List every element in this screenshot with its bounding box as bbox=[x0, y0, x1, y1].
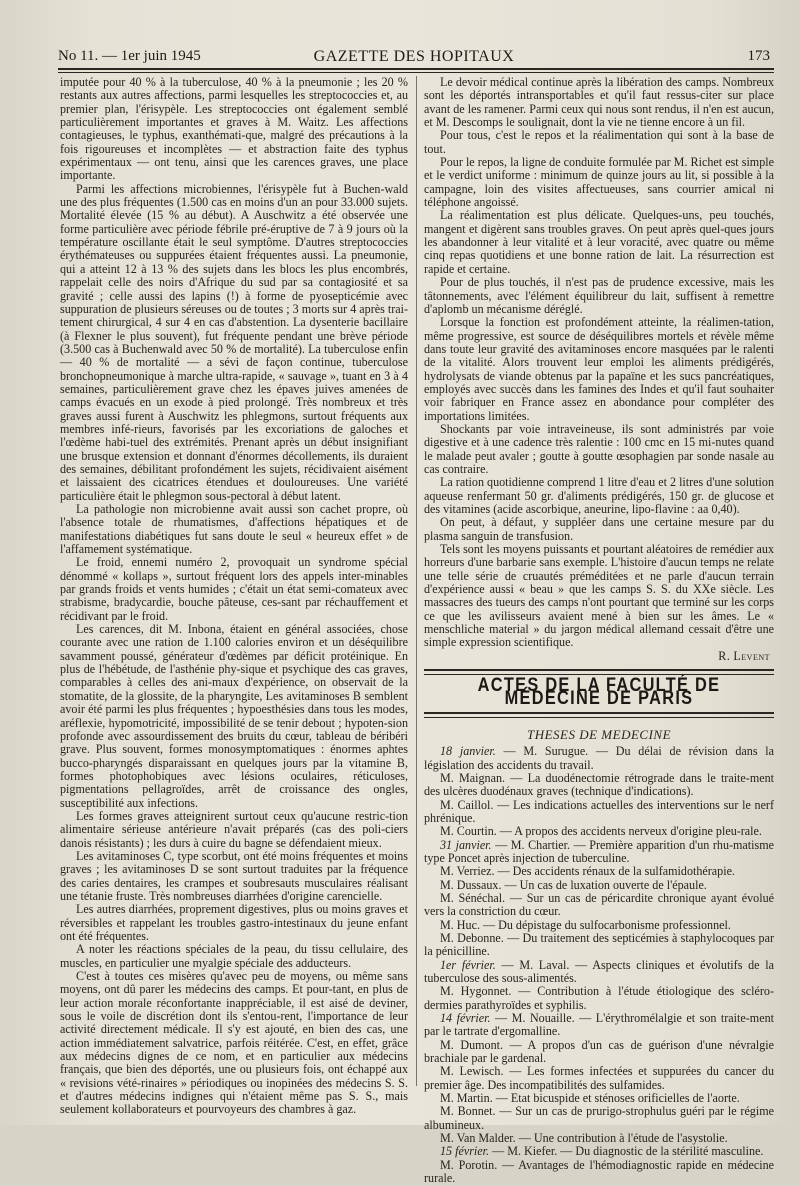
author-signature bbox=[424, 650, 774, 663]
paragraph: La ration quotidienne comprend 1 litre d'eau et 2 litres d'une solution aqueuse renfermant 50 gr. d'aliments prédigérés, 150 gr. de glucose et des vitamines (acide ascorbique, aneurine, lipo-flavine : aa 0,40). bbox=[424, 475, 774, 516]
thesis-text: M. Debonne. — Du traitement des septicémies à staphylocoques par la pénicilline. bbox=[424, 930, 774, 959]
page-header bbox=[58, 44, 770, 70]
signature-name: Levent bbox=[733, 648, 770, 663]
thesis-text: — M. Chartier. — Première apparition d'un rhu-matisme type Poncet après injection de tuberculine. bbox=[424, 837, 774, 865]
journal-title: GAZETTE DES HOPITAUX bbox=[313, 48, 515, 65]
paragraph: Le devoir médical continue après la libération des camps. Nombreux sont les déportés intransportables et qu'il faut ressus-citer sur place avant de les ramener. Parmi ceux qui nous sont rendus, il n'en est aucun, et M. Descomps le soulignait, dont la vie ne tienne encore à un fil. bbox=[424, 75, 774, 130]
thesis-entry bbox=[424, 1092, 774, 1105]
header-rule-thin bbox=[58, 72, 774, 73]
thesis-text: — M. Kiefer. — Du diagnostic de la stérilité masculine. bbox=[492, 1144, 764, 1159]
theses-list bbox=[424, 745, 774, 1185]
thesis-entry bbox=[424, 959, 774, 986]
thesis-entry bbox=[424, 825, 774, 838]
thesis-entry bbox=[424, 1105, 774, 1132]
thesis-date: 18 janvier. bbox=[440, 744, 496, 759]
paragraph: Pour tous, c'est le repos et la réalimentation qui sont à la base de tout. bbox=[424, 128, 774, 156]
thesis-entry bbox=[424, 1145, 774, 1158]
thesis-entry bbox=[424, 892, 774, 919]
thesis-text: M. Porotin. — Avantages de l'hémodiagnostic rapide en médecine rurale. bbox=[424, 1157, 774, 1186]
thesis-text: M. Verriez. — Des accidents rénaux de la sulfamidothérapie. bbox=[440, 864, 735, 879]
thesis-text: M. Van Malder. — Une contribution à l'étude de l'asystolie. bbox=[440, 1131, 728, 1146]
thesis-date: 14 février. bbox=[440, 1011, 491, 1026]
thesis-entry bbox=[424, 932, 774, 959]
paragraph: A noter les réactions spéciales de la peau, du tissu cellulaire, des muscles, en particulier une myalgie spéciale des adducteurs. bbox=[60, 942, 408, 970]
thesis-text: M. Caillol. — Les indications actuelles des interventions sur le nerf phrénique. bbox=[424, 797, 774, 825]
thesis-entry bbox=[424, 1039, 774, 1066]
paragraph: Les autres diarrhées, proprement digestives, plus ou moins graves et réversibles et rappelant les troubles gastro-intestinaux du jeune enfant ont été fréquentes. bbox=[60, 902, 408, 943]
subsection-title: THESES DE MEDECINE bbox=[526, 726, 672, 742]
paragraph: Les carences, dit M. Inbona, étaient en général associées, chose courante avec une ration de 1.100 calories environ et un déséquilibre savamment poussé, générateur d'œdèmes par déficit protéinique. En plus de l'hébétude, de l'asthénie phy-sique et psychique des cas graves, comparables à celles des ani-maux d'expérience, on observait de la stomatite, de la glossite, de la pharyngite, Les avitaminoses B semblent avoir été parmi les plus fréquentes ; hypoesthésies dans tous les modes, aréflexie, hypomotricité, impossibilité de se tenir debout ; hypoten-sion profonde avec assourdissement des bruits du cœur, tableau de béribéri grave. Plus souvent, formes monosymptomatiques : énormes aphtes bucco-pharyngés disparaissant en quelques jours par la vitamine B, formes photophobiques avec lésions oculaires, réticuloses, pigmentations pellagroïdes, arrêt de croissance des ongles, susceptibilité aux infections. bbox=[60, 622, 408, 810]
paragraph: Pour le repos, la ligne de conduite formulée par M. Richet est simple et le verdict uniforme : minimum de quinze jours au lit, si possible à la campagne, loin des visites affectueuses, sans courrier amical ni téléphone angoissé. bbox=[424, 155, 774, 210]
thesis-entry bbox=[424, 919, 774, 932]
thesis-date: 15 février. bbox=[440, 1144, 490, 1159]
thesis-date: 1er février. bbox=[440, 957, 496, 972]
thesis-text: M. Martin. — Etat bicuspide et sténoses orificielles de l'aorte. bbox=[440, 1091, 740, 1106]
thesis-text: M. Huc. — Du dépistage du sulfocarbonisme professionnel. bbox=[440, 917, 731, 932]
thesis-text: M. Courtin. — A propos des accidents nerveux d'origine pleu-rale. bbox=[440, 824, 762, 839]
thesis-entry bbox=[424, 865, 774, 878]
thesis-date: 31 janvier. bbox=[440, 837, 492, 852]
thesis-text: M. Lewisch. — Les formes infectées et suppurées du cancer du premier âge. Des incompatibilités des sulfamides. bbox=[424, 1064, 774, 1092]
thesis-text: — M. Nouaille. — L'érythromélalgie et son traite-ment par le tartrate d'ergomalline. bbox=[424, 1011, 774, 1039]
thesis-text: M. Sénéchal. — Sur un cas de péricardite chronique ayant évolué vers la constriction du cœur. bbox=[424, 890, 774, 919]
thesis-entry bbox=[424, 1065, 774, 1092]
thesis-entry bbox=[424, 1132, 774, 1145]
paragraph: Tels sont les moyens puissants et pourtant aléatoires de remédier aux horreurs d'une barbarie sans exemple. L'histoire d'aucun temps ne relate une telle série de cruautés préméditées et ne parle d'aucun terrain d'expérience aussi « beau » que les camps S. S. du XXe siècle. Les massacres des tueurs des camps n'ont pourtant que terminé sur les corps ce que les avilisseurs avaient mené à bien sur les âmes. Le « menschliche material » du jargon médical allemand cessait d'être une simple expression scientifique. bbox=[424, 542, 774, 650]
paragraph: Parmi les affections microbiennes, l'érisypèle fut à Buchen-wald une des plus fréquentes (1.500 cas en moins d'un an pour 33.000 sujets. Mortalité élevée (15 % au début). A Auschwitz a été observée une forme particulière avec période fébrile pré-éruptive de 7 à 9 jours où la température oscillante était le seul symptôme. D'autres streptococcies érythémateuses ou suppurées étaient fréquentes aussi. La pneumonie, qui a atteint 12 à 13 % des sujets dans les blocs les plus encombrés, rappelait celle des noirs d'Afrique du sud par sa contagiosité et sa gravité ; celle aussi des lapins (!) à forme de pyosepticémie avec suppuration de plusieurs séreuses ou de toutes ; 3 morts sur 4 après trai-tement chirurgical, 4 sur 4 en cas d'abstention. La dysenterie bacillaire (à Flexner le plus souvent), fut fréquente pendant une brève période (3.500 cas à Buchenwald avec 50 % de mortalité). La tuberculose enfin — 40 % de mortalité — a sévi de façon continue, tuberculose bronchopneumonique à marche ultra-rapide, « sauvage », tuant en 3 à 4 semaines, particulièrement grave chez les épaves juives amenées de camps évacués en un exode à pied prolongé. Très nombreux et très graves aussi furent à Auschwitz les phlegmons, surtout fréquents aux membres infé-rieurs, favorisés par les excoriations de galoches et l'œdème habi-tuel des extrémités. Prenant après un début insignifiant une brusque extension et donnant d'énormes décollements, ils duraient des semaines, débilitant profondément les sujets, récidivaient aisément et laissaient des cicatrices étendues et douloureuses. Une variété particulière était le phlegmon sous-pectoral à début latent. bbox=[60, 181, 408, 503]
paragraph: Lorsque la fonction est profondément atteinte, la réalimen-tation, même progressive, est source de déséquilibres mortels et révèle même dans toute leur gravité des avitaminoses encore masquées par le ralenti de la vitalité. Alors trouvent leur emploi les aliments prédigérés, hydrolysats de viande obtenus par la papaïne et les sucs pancréatiques, employés avec succès dans les famines des Indes et qu'il faut souhaiter voir fabriquer en France assez en abondance pour compléter des importations limitées. bbox=[424, 315, 774, 423]
thesis-entry bbox=[424, 772, 774, 799]
thesis-text: M. Hygonnet. — Contribution à l'étude étiologique des scléro-dermies parathyroïdes et syphilis. bbox=[424, 984, 774, 1012]
paragraph: Le froid, ennemi numéro 2, provoquait un syndrome spécial dénommé « kollaps », surtout fréquent lors des appels inter-minables par grands froids et vents humides ; c'était un état semi-comateux avec strabisme, bradycardie, bouche pâteuse, ces-sant par réchauffement et récidivant par le froid. bbox=[60, 555, 408, 623]
thesis-entry bbox=[424, 745, 774, 772]
paragraph: Les formes graves atteignirent surtout ceux qu'aucune restric-tion alimentaire sérieuse antérieure n'avait préparés (cas des poli-ciers danois résistants) ; les durs à cuire du bagne se défendaient mieux. bbox=[60, 808, 408, 850]
column-divider bbox=[416, 76, 417, 1086]
paragraph: Les avitaminoses C, type scorbut, ont été moins fréquentes et moins graves ; les avitaminoses D se sont surtout traduites par la fréquence des caries dentaires, les crampes et soubresauts musculaires réalisant une tétanie fruste. Très nombreuses diarrhées d'origine carencielle. bbox=[60, 848, 408, 903]
thesis-entry bbox=[424, 879, 774, 892]
paragraph: On peut, à défaut, y suppléer dans une certaine mesure par du plasma sanguin de transfusion. bbox=[424, 515, 774, 543]
thesis-text: — M. Surugue. — Du délai de révision dans la législation des accidents du travail. bbox=[424, 744, 774, 772]
thesis-text: M. Dussaux. — Un cas de luxation ouverte de l'épaule. bbox=[440, 877, 707, 892]
thesis-entry bbox=[424, 1012, 774, 1039]
right-column bbox=[424, 76, 774, 1186]
paragraph: Pour de plus touchés, il n'est pas de prudence excessive, mais les tâtonnements, avec l'élément équilibreur du lait, suffisent à remettre d'aplomb un mécanisme déréglé. bbox=[424, 275, 774, 316]
issue-number: No 11. — 1er juin 1945 bbox=[58, 48, 201, 64]
section-title: ACTES DE LA FACULTÉ DE MÉDECINE DE PARIS bbox=[477, 675, 721, 710]
header-rule bbox=[58, 68, 774, 70]
thesis-text: M. Bonnet. — Sur un cas de prurigo-strophulus guéri par le régime albumineux. bbox=[424, 1104, 774, 1132]
thesis-text: — M. Laval. — Aspects cliniques et évolutifs de la tuberculose des sous-alimentés. bbox=[424, 957, 774, 985]
signature-initial: R. bbox=[718, 648, 731, 663]
left-column bbox=[60, 76, 408, 1117]
thesis-entry bbox=[424, 1159, 774, 1186]
paragraph: imputée pour 40 % à la tuberculose, 40 % à la pneumonie ; les 20 % restants aux autres affections, parmi lesquelles les streptococcies et, au premier plan, l'érisypèle. Les streptococcies ont également semblé particulièrement importantes et graves à M. Waitz. Les affections contagieuses, le typhus, exanthémati-que, malgré des précautions à la fois rigoureuses et incomplètes — et abstraction faite des typhus expérimentaux — ont tenu, ainsi que les carences graves, une place importante. bbox=[60, 75, 408, 183]
section-rule-bottom bbox=[424, 712, 774, 718]
thesis-entry bbox=[424, 839, 774, 866]
thesis-entry bbox=[424, 799, 774, 826]
thesis-entry bbox=[424, 985, 774, 1012]
thesis-text: M. Dumont. — A propos d'un cas de guérison d'une névralgie brachiale par le gardenal. bbox=[424, 1037, 774, 1066]
thesis-text: M. Maignan. — La duodénectomie rétrograde dans le traite-ment des ulcères duodénaux graves (technique d'indications). bbox=[424, 770, 774, 799]
paragraph: C'est à toutes ces misères qu'avec peu de moyens, ou même sans moyens, ont dû parer les médecins des camps. Et pour-tant, en plus de leur action morale réconfortante inappréciable, il est aisé de deviner, sous le voile de discrétion dont ils s'entou-rent, l'importance de leur activité directement médicale. Il s'y est ajouté, en bien des cas, une action immédiatement salvatrice, parfois réitérée. C'est, en effet, grâce aux médecins dignes de ce nom, et en particulier aux médecins français, que bien des déportés, une ou plusieurs fois, ont échappé aux « revisions vété-rinaires » périodiques ou inopinées des médecins S. S. et d'autres médecins indignes qui n'étaient même pas S. S., mais seulement kollaborateurs et pourvoyeurs des chambres à gaz. bbox=[60, 969, 408, 1117]
paragraph: La réalimentation est plus délicate. Quelques-uns, peu touchés, mangent et digèrent sans troubles graves. On peut après quel-ques jours les abandonner à leur vitalité et à leur voracité, avec quatre ou même cinq repas quotidiens et une bonne ration de lait. La résurrection est rapide et certaine. bbox=[424, 208, 774, 276]
page-number: 173 bbox=[747, 48, 770, 64]
paragraph: La pathologie non microbienne avait aussi son cachet propre, où l'absence totale de rhumatismes, d'affections hépatiques et de manifestations diabétiques fut sans doute le seul « heureux effet » de l'affamement systématique. bbox=[60, 502, 408, 557]
paragraph: Shockants par voie intraveineuse, ils sont administrés par voie digestive et à une cadence très ralentie : 100 cmc en 15 mi-nutes quand le malade peut avaler ; goutte à goutte œsophagien par sonde nasale au cas contraire. bbox=[424, 421, 774, 476]
